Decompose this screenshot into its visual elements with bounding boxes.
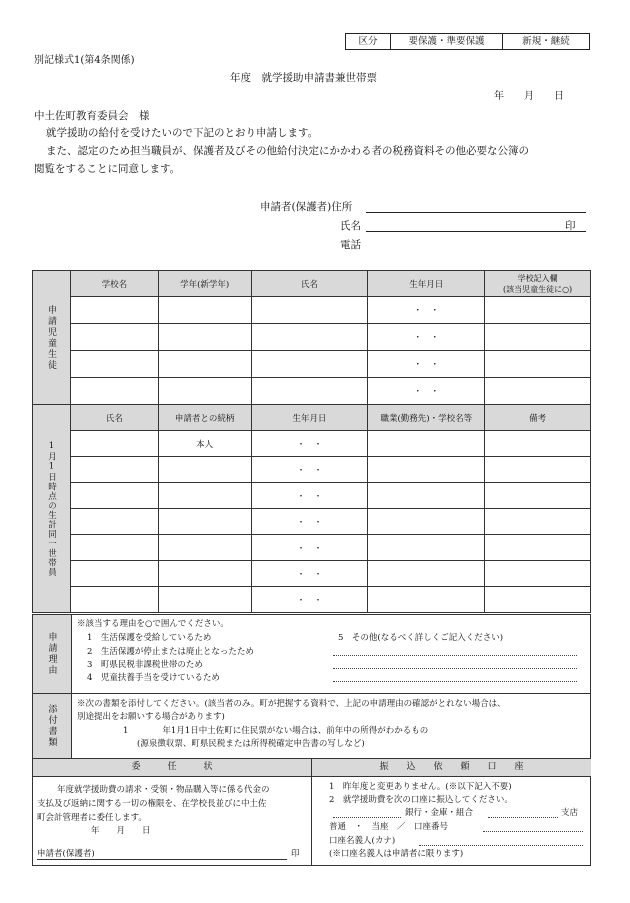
applicant-seal: 印 [565, 220, 576, 232]
category-box [345, 33, 590, 50]
member-cell[interactable] [158, 457, 251, 483]
member-dob[interactable]: ・ ・ [251, 509, 368, 535]
proxy-seal: 印 [291, 849, 300, 859]
member-cell[interactable] [368, 509, 485, 535]
member-dob[interactable]: ・ ・ [251, 431, 368, 457]
intro-line-2: また、認定のため担当職員が、保護者及びその他給付決定にかかわる者の税務資料その他必要な公簿の [46, 145, 529, 157]
col-relation: 申請者との続柄 [158, 405, 251, 431]
branch-field[interactable] [488, 817, 558, 818]
member-cell[interactable] [485, 431, 591, 457]
attach-line-4: (源泉徴収票、町県民税または所得税確定申告書の写しなど) [137, 739, 365, 749]
col-dob: 生年月日 [368, 271, 485, 297]
member-cell[interactable] [368, 561, 485, 587]
member-dob[interactable]: ・ ・ [251, 587, 368, 613]
reason-lead: ※該当する理由を○で囲んでください。 [77, 619, 229, 629]
col-occupation: 職業(勤務先)・学校名等 [368, 405, 485, 431]
member-cell[interactable] [158, 535, 251, 561]
proxy-text-1: 年度就学援助費の請求・受領・物品購入等に係る代金の [57, 785, 270, 795]
col-member-dob: 生年月日 [251, 405, 368, 431]
member-cell[interactable] [158, 483, 251, 509]
reason-item-3[interactable]: 3 町県民税非課税世帯のため [87, 660, 203, 670]
reason-side-label [33, 615, 72, 693]
member-cell[interactable] [70, 535, 158, 561]
holder-note: (※口座名義人は申請者に限ります) [329, 849, 464, 859]
applicant-address-label: 申請者(保護者)住所 [260, 201, 353, 213]
proxy-text-2: 支払及び返納に関する一切の権限を、在学校長並びに中土佐 [37, 799, 267, 809]
member-relation-self: 本人 [158, 431, 251, 457]
reason-item-5[interactable]: 5 その他(なるべく詳しくご記入ください) [338, 633, 504, 643]
attach-line-3: 1 年1月1日中土佐町に住民票がない場合は、前年中の所得がわかるもの [123, 726, 429, 736]
student-cell[interactable] [158, 324, 251, 351]
member-cell[interactable] [70, 509, 158, 535]
category-new-continue[interactable]: 新規・継続 [502, 34, 589, 49]
applicant-address-field[interactable] [366, 212, 586, 213]
col-member-name: 氏名 [70, 405, 158, 431]
member-cell[interactable] [70, 483, 158, 509]
member-cell[interactable] [485, 587, 591, 613]
student-cell[interactable] [251, 378, 368, 405]
member-cell[interactable] [70, 587, 158, 613]
student-cell[interactable] [70, 324, 158, 351]
holder-label: 口座名義人(カナ) [329, 836, 396, 846]
student-dob[interactable]: ・ ・ [368, 297, 485, 324]
intro-line-3: 閲覧をすることに同意します。 [34, 163, 181, 175]
reason-item-2[interactable]: 2 生活保護が停止または廃止となったため [87, 647, 254, 657]
member-cell[interactable] [485, 483, 591, 509]
member-cell[interactable] [158, 561, 251, 587]
member-dob[interactable]: ・ ・ [251, 457, 368, 483]
student-cell[interactable] [70, 351, 158, 378]
account-type-label: 普通 ・ 当座 ／ 口座番号 [329, 822, 449, 832]
member-cell[interactable] [158, 509, 251, 535]
applicant-name-field[interactable] [366, 231, 586, 232]
page-title: 年度 就学援助申請書兼世帯票 [230, 72, 377, 84]
attach-side-label [33, 694, 72, 758]
student-cell[interactable] [70, 297, 158, 324]
student-table [32, 270, 591, 405]
student-cell[interactable] [485, 324, 591, 351]
proxy-sign-field[interactable] [37, 859, 287, 860]
transfer-title: 振 込 依 頼 口 座 [312, 759, 591, 777]
student-cell[interactable] [485, 297, 591, 324]
proxy-sign-label: 申請者(保護者) [37, 849, 95, 859]
member-cell[interactable] [368, 457, 485, 483]
household-side-label [33, 405, 71, 613]
branch-label: 支店 [561, 808, 579, 818]
intro-line-1: 就学援助の給付を受けたいので下記のとおり申請します。 [46, 127, 319, 139]
proxy-title: 委 任 状 [33, 759, 312, 777]
member-cell[interactable] [368, 483, 485, 509]
reason-item-4[interactable]: 4 児童扶養手当を受けているため [87, 673, 220, 683]
attach-line-2: 別途提出をお願いする場合があります) [77, 712, 225, 722]
col-name: 氏名 [251, 271, 368, 297]
applicant-phone-label: 電話 [340, 239, 361, 251]
household-table [32, 404, 591, 613]
student-cell[interactable] [485, 351, 591, 378]
student-cell[interactable] [251, 351, 368, 378]
reason-other-line[interactable] [333, 668, 577, 669]
transfer-option-2[interactable]: 2 就学援助費を次の口座に振込してください。 [329, 795, 513, 805]
bank-label: 銀行・金庫・組合 [405, 808, 474, 818]
applicant-name-label: 氏名 [340, 220, 361, 232]
account-number-field[interactable] [483, 831, 583, 832]
addressee: 中土佐町教育委員会 様 [34, 110, 150, 122]
students-side-label [33, 271, 71, 405]
student-cell[interactable] [251, 324, 368, 351]
reason-other-line[interactable] [333, 681, 577, 682]
holder-field[interactable] [419, 845, 583, 846]
reason-side-text: 申請理由 [46, 632, 57, 676]
member-dob[interactable]: ・ ・ [251, 535, 368, 561]
student-cell[interactable] [485, 378, 591, 405]
bottom-divider [311, 776, 312, 865]
student-cell[interactable] [158, 378, 251, 405]
student-dob[interactable]: ・ ・ [368, 351, 485, 378]
student-cell[interactable] [158, 297, 251, 324]
member-dob[interactable]: ・ ・ [251, 561, 368, 587]
student-cell[interactable] [158, 351, 251, 378]
transfer-option-1[interactable]: 1 昨年度と変更ありません。(※以下記入不要) [329, 782, 512, 792]
student-cell[interactable] [251, 297, 368, 324]
member-dob[interactable]: ・ ・ [251, 483, 368, 509]
member-cell[interactable] [70, 431, 158, 457]
household-side-text: 1月1日時点の生計同一世帯員 [46, 440, 57, 577]
reason-other-line[interactable] [333, 655, 577, 656]
member-cell[interactable] [368, 587, 485, 613]
member-cell[interactable] [368, 535, 485, 561]
category-protection[interactable]: 要保護・準要保護 [390, 34, 502, 49]
member-cell[interactable] [485, 457, 591, 483]
member-cell[interactable] [368, 431, 485, 457]
proxy-date[interactable]: 年 月 日 [91, 826, 151, 836]
category-label: 区分 [358, 36, 378, 47]
attach-line-1: ※次の書類を添付してください。(該当者のみ。町が把握する資料で、上記の申請理由の確認がとれない場合は、 [77, 699, 506, 709]
member-cell[interactable] [485, 509, 591, 535]
member-cell[interactable] [485, 561, 591, 587]
col-school: 学校名 [70, 271, 158, 297]
reason-item-1[interactable]: 1 生活保護を受給しているため [87, 633, 212, 643]
bottom-section [32, 759, 591, 866]
reason-section [32, 614, 591, 694]
students-side-text: 申請児童生徒 [45, 304, 56, 371]
member-cell[interactable] [485, 535, 591, 561]
col-grade: 学年(新学年) [158, 271, 251, 297]
col-school-use: 学校記入欄 (該当児童生徒に○) [485, 271, 591, 297]
member-cell[interactable] [70, 457, 158, 483]
student-cell[interactable] [70, 378, 158, 405]
attach-side-text: 添付書類 [46, 704, 57, 748]
student-dob[interactable]: ・ ・ [368, 324, 485, 351]
member-cell[interactable] [158, 587, 251, 613]
attach-section [32, 694, 591, 759]
form-id: 別記様式1(第4条関係) [34, 55, 135, 66]
col-remarks: 備考 [485, 405, 591, 431]
bank-name-field[interactable] [333, 817, 401, 818]
member-cell[interactable] [70, 561, 158, 587]
proxy-text-3: 町会計管理者に委任します。 [37, 813, 147, 823]
date-line[interactable]: 年 月 日 [494, 91, 564, 102]
student-dob[interactable]: ・ ・ [368, 378, 485, 405]
